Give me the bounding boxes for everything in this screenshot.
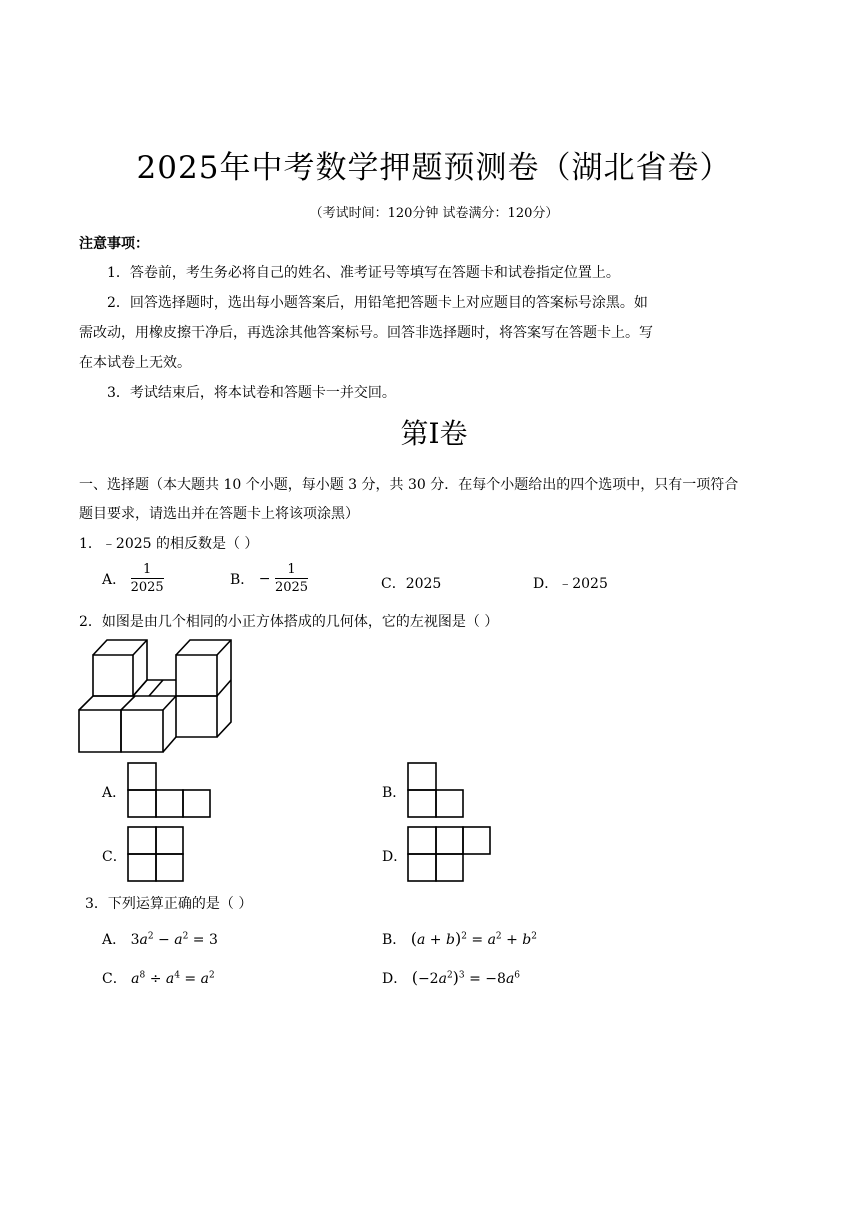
cube-edge xyxy=(133,680,176,696)
grid-square xyxy=(156,827,183,854)
q3-option-d xyxy=(382,968,520,988)
grid-square xyxy=(156,854,183,881)
grid-square xyxy=(408,763,436,790)
cube-edge xyxy=(133,640,147,655)
q3-option-b xyxy=(382,929,537,949)
grid-square xyxy=(183,790,210,817)
math-expression: $3a^2 - a^2 = 3$ xyxy=(130,931,218,948)
cube-face xyxy=(176,696,217,737)
exam-info: （考试时间：120分钟 试卷满分：120分） xyxy=(309,206,559,221)
math-expression: $(-2a^2)^3 = -8a^6$ xyxy=(411,968,521,987)
grid-square xyxy=(156,790,183,817)
notice-heading: 注意事项： xyxy=(79,236,149,252)
denominator: 2025 xyxy=(130,580,164,595)
option-label: A． xyxy=(102,932,127,948)
cube-face xyxy=(121,710,163,752)
notice-item-3: 3．考试结束后，将本试卷和答题卡一并交回。 xyxy=(107,385,396,401)
grid-square xyxy=(128,827,156,854)
cube-edge xyxy=(149,680,163,696)
notice-item-2-end: 在本试卷上无效。 xyxy=(79,355,191,371)
question-3-stem: 3．下列运算正确的是（ ） xyxy=(85,896,253,912)
q2-option-d-figure xyxy=(407,826,495,884)
cube-edge xyxy=(176,640,231,680)
part1-instructions-cont: 题目要求，请选出并在答题卡上将该项涂黑） xyxy=(79,506,359,522)
q3-option-a xyxy=(102,929,218,949)
notice-item-1: 1．答卷前，考生务必将自己的姓名、准考证号等填写在答题卡和试卷指定位置上。 xyxy=(107,265,620,281)
q1-option-b xyxy=(230,562,308,596)
minus-sign: − xyxy=(258,571,271,587)
denominator: 2025 xyxy=(274,580,309,595)
option-label: D． xyxy=(382,971,408,987)
cube-edge xyxy=(217,640,231,655)
q1-option-c: C．2025 xyxy=(381,576,442,592)
grid-square xyxy=(408,790,436,817)
grid-square xyxy=(436,790,463,817)
option-label: C． xyxy=(102,971,127,987)
grid-square xyxy=(408,854,436,881)
math-expression: $(a + b)^2 = a^2 + b^2$ xyxy=(410,929,537,948)
q2-option-b-figure xyxy=(407,762,467,820)
cube-face xyxy=(79,710,121,752)
q1-option-a xyxy=(102,562,164,596)
q2-option-d-label: D． xyxy=(382,849,408,865)
numerator: 1 xyxy=(131,562,164,579)
grid-square xyxy=(436,827,463,854)
question-2-stem: 2．如图是由几个相同的小正方体搭成的几何体，它的左视图是（ ） xyxy=(79,614,499,630)
q2-option-a-label: A． xyxy=(102,785,127,801)
q2-option-c-label: C． xyxy=(102,849,127,865)
q2-option-c-figure xyxy=(127,826,187,884)
fraction xyxy=(275,562,308,596)
grid-square xyxy=(128,763,156,790)
fraction xyxy=(131,562,164,596)
section-title: 第I卷 xyxy=(400,417,468,450)
part1-instructions: 一、选择题（本大题共 10 个小题，每小题 3 分，共 30 分．在每个小题给出的四个选项中，只有一项符合 xyxy=(79,477,739,493)
question-1-stem: 1．﹣2025 的相反数是（ ） xyxy=(79,536,259,552)
page-title: 2025年中考数学押题预测卷（湖北省卷） xyxy=(136,150,732,186)
cube-solid-figure xyxy=(76,636,236,756)
q1-option-d: D．﹣2025 xyxy=(533,576,608,592)
cube-edge xyxy=(163,696,176,710)
grid-square xyxy=(408,827,436,854)
option-label: A． xyxy=(102,572,127,588)
grid-square xyxy=(128,854,156,881)
cube-edge xyxy=(163,737,176,752)
option-label: B． xyxy=(230,572,255,588)
math-expression: $a^8 \div a^4 = a^2$ xyxy=(131,970,215,987)
cube-face xyxy=(176,655,217,696)
cube-face xyxy=(93,655,133,696)
notice-item-2: 2．回答选择题时，选出每小题答案后，用铅笔把答题卡上对应题目的答案标号涂黑。如 xyxy=(107,295,648,311)
cube-edge xyxy=(217,680,231,696)
q2-option-a-figure xyxy=(127,762,213,820)
grid-square xyxy=(128,790,156,817)
q2-option-b-label: B． xyxy=(382,785,407,801)
grid-square xyxy=(463,827,490,854)
q3-option-c xyxy=(102,968,215,988)
option-label: B． xyxy=(382,932,407,948)
grid-square xyxy=(436,854,463,881)
cube-edge xyxy=(121,696,135,710)
notice-item-2-cont: 需改动，用橡皮擦干净后，再选涂其他答案标号。回答非选择题时，将答案写在答题卡上。写 xyxy=(79,325,653,341)
numerator: 1 xyxy=(275,562,308,579)
